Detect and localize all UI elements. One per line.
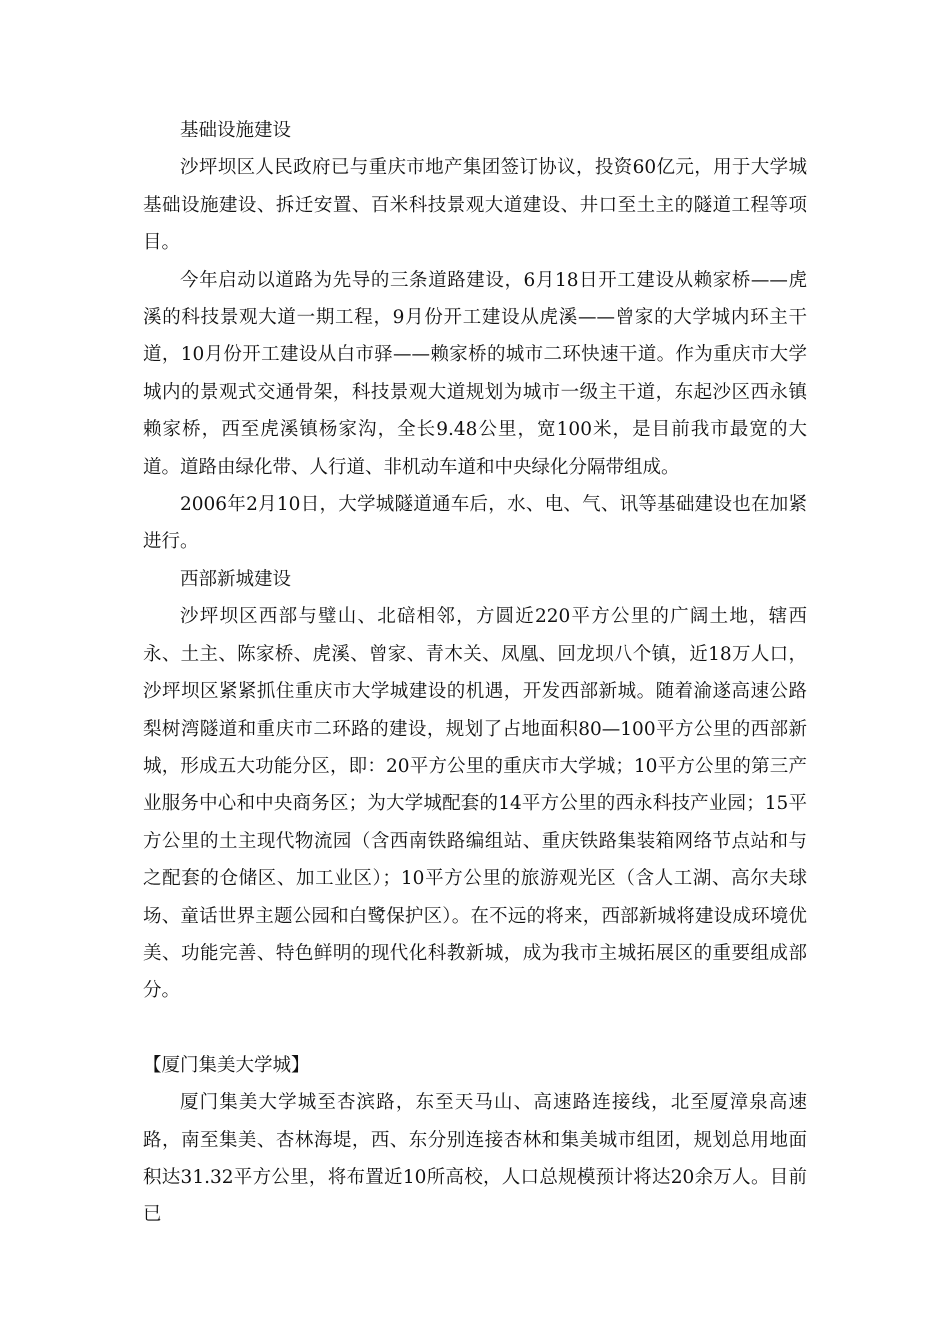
- section-heading-xiamen: 【厦门集美大学城】: [143, 1054, 310, 1076]
- paragraph-west-new-city: 沙坪坝区西部与璧山、北碚相邻，方圆近220平方公里的广阔土地，辖西永、土主、陈家桥、虎溪、曾家、青木关、凤凰、回龙坝八个镇，近18万人口，沙坪坝区紧紧抓住重庆市大学城建设的机遇，开发西部新城。随着渝遂高速公路梨树湾隧道和重庆市二环路的建设，规划了占地面积80—100平方公里的西部新城，形成五大功能分区，即：20平方公里的重庆市大学城；10平方公里的第三产业服务中心和中央商务区；为大学城配套的14平方公里的西永科技产业园；15平方公里的土主现代物流园（含西南铁路编组站、重庆铁路集装箱网络节点站和与之配套的仓储区、加工业区）；10平方公里的旅游观光区（含人工湖、高尔夫球场、童话世界主题公园和白鹭保护区）。在不远的将来，西部新城将建设成环境优美、功能完善、特色鲜明的现代化科教新城，成为我市主城拓展区的重要组成部分。: [143, 606, 807, 1002]
- section-heading-west-new-city: 西部新城建设: [180, 568, 292, 590]
- paragraph-investment: 沙坪坝区人民政府已与重庆市地产集团签订协议，投资60亿元，用于大学城基础设施建设、拆迁安置、百米科技景观大道建设、井口至土主的隧道工程等项目。: [143, 157, 807, 254]
- paragraph-xiamen: 厦门集美大学城至杏滨路，东至天马山、高速路连接线，北至厦漳泉高速路，南至集美、杏林海堤，西、东分别连接杏林和集美城市组团，规划总用地面积达31.32平方公里，将布置近10所高校，人口总规模预计将达20余万人。目前已: [143, 1092, 807, 1226]
- section-heading-infrastructure: 基础设施建设: [180, 120, 292, 141]
- section-spacer: [143, 1010, 807, 1047]
- paragraph-roads: 今年启动以道路为先导的三条道路建设，6月18日开工建设从赖家桥——虎溪的科技景观大道一期工程，9月份开工建设从虎溪——曾家的大学城内环主干道，10月份开工建设从白市驿——赖家桥的城市二环快速干道。作为重庆市大学城内的景观式交通骨架，科技景观大道规划为城市一级主干道，东起沙区西永镇赖家桥，西至虎溪镇杨家沟，全长9.48公里，宽100米，是目前我市最宽的大道。道路由绿化带、人行道、非机动车道和中央绿化分隔带组成。: [143, 269, 807, 478]
- paragraph-tunnel: 2006年2月10日，大学城隧道通车后，水、电、气、讯等基础建设也在加紧进行。: [143, 494, 807, 553]
- document-body: [143, 112, 807, 1234]
